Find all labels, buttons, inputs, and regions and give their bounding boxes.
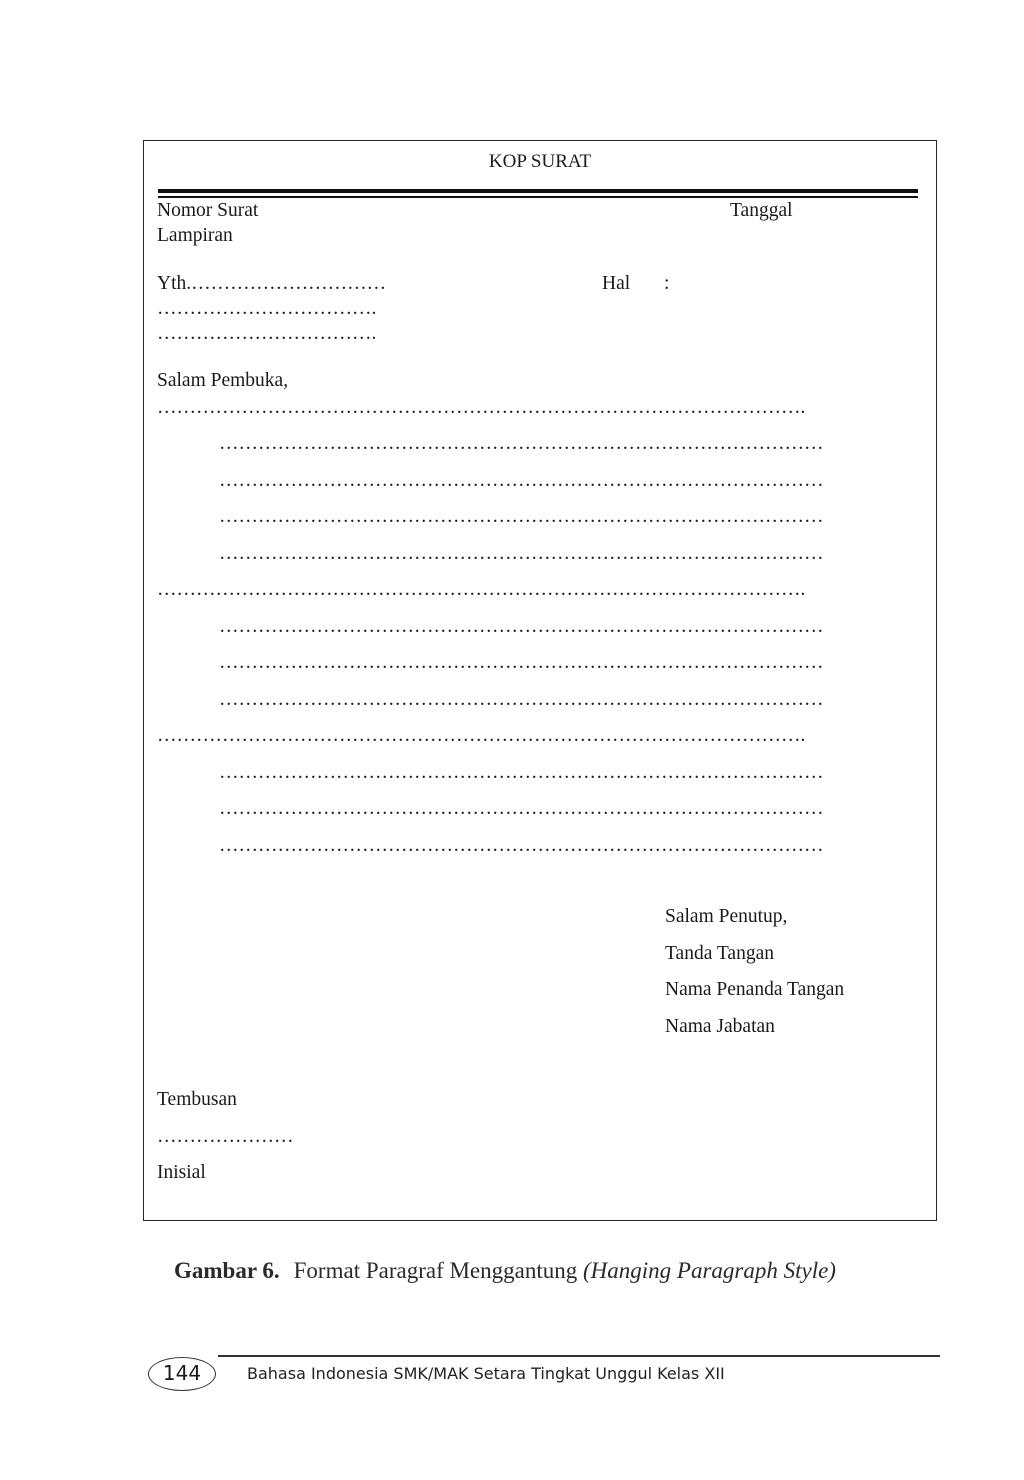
paragraph-3-first-line: ………………………………………………………………………………………. bbox=[157, 725, 806, 746]
letter-frame bbox=[143, 140, 937, 1221]
paragraph-1-line: ………………………………………………………………………………… bbox=[219, 470, 824, 491]
paragraph-1-line: ………………………………………………………………………………… bbox=[219, 433, 824, 454]
lampiran-label: Lampiran bbox=[157, 225, 233, 246]
tembusan-label: Tembusan bbox=[157, 1089, 237, 1110]
tanggal-label: Tanggal bbox=[730, 200, 793, 221]
paragraph-2-line: ………………………………………………………………………………… bbox=[219, 689, 824, 710]
paragraph-1-line: ………………………………………………………………………………… bbox=[219, 543, 824, 564]
nama-jabatan: Nama Jabatan bbox=[665, 1016, 775, 1037]
header-rule-thin bbox=[158, 196, 918, 198]
salam-pembuka: Salam Pembuka, bbox=[157, 370, 289, 391]
address-line-1: ……………………………. bbox=[157, 298, 377, 319]
paragraph-3-line: ………………………………………………………………………………… bbox=[219, 798, 824, 819]
footer-rule bbox=[218, 1355, 940, 1357]
kop-surat: KOP SURAT bbox=[488, 151, 592, 172]
figure-caption bbox=[174, 1258, 836, 1284]
caption-label: Gambar 6. bbox=[174, 1258, 280, 1283]
paragraph-2-line: ………………………………………………………………………………… bbox=[219, 652, 824, 673]
paragraph-2-line: ………………………………………………………………………………… bbox=[219, 616, 824, 637]
inisial-label: Inisial bbox=[157, 1162, 206, 1183]
caption-text: Format Paragraf Menggantung bbox=[293, 1258, 578, 1283]
yth-line: Yth.………………………… bbox=[157, 273, 387, 294]
hal-label: Hal bbox=[602, 273, 631, 294]
page-number: 144 bbox=[148, 1357, 216, 1391]
hal-colon: : bbox=[664, 273, 670, 294]
paragraph-1-first-line: ………………………………………………………………………………………. bbox=[157, 397, 806, 418]
header-rule-thick bbox=[158, 189, 918, 193]
paragraph-2-first-line: ………………………………………………………………………………………. bbox=[157, 579, 806, 600]
nomor-surat-label: Nomor Surat bbox=[157, 200, 259, 221]
address-line-2: ……………………………. bbox=[157, 323, 377, 344]
caption-italic: (Hanging Paragraph Style) bbox=[582, 1258, 836, 1283]
tanda-tangan: Tanda Tangan bbox=[665, 943, 774, 964]
book-title: Bahasa Indonesia SMK/MAK Setara Tingkat Unggul Kelas XII bbox=[247, 1364, 725, 1383]
paragraph-3-line: ………………………………………………………………………………… bbox=[219, 835, 824, 856]
paragraph-3-line: ………………………………………………………………………………… bbox=[219, 762, 824, 783]
tembusan-dots: ………………… bbox=[157, 1126, 294, 1147]
nama-penanda-tangan: Nama Penanda Tangan bbox=[665, 979, 845, 1000]
paragraph-1-line: ………………………………………………………………………………… bbox=[219, 506, 824, 527]
salam-penutup: Salam Penutup, bbox=[665, 906, 788, 927]
